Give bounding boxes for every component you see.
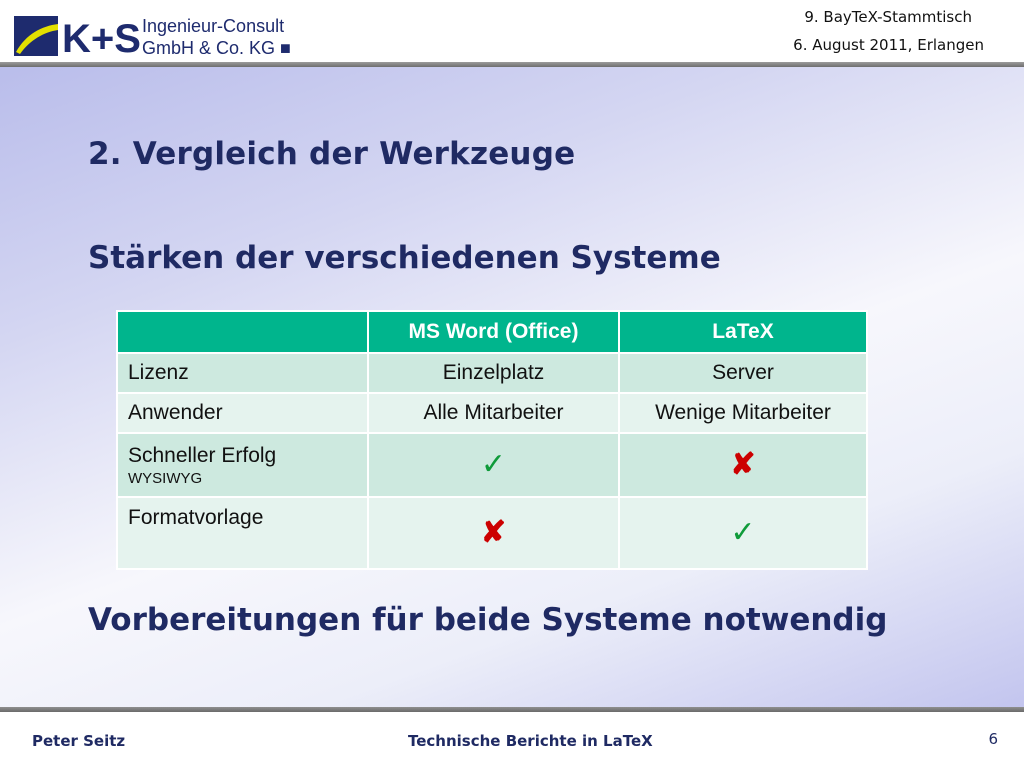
- table-row: [117, 497, 867, 569]
- comparison-table: [116, 310, 868, 570]
- logo-mark-text: K+S: [62, 17, 141, 60]
- table-header-empty: [117, 311, 368, 353]
- row-label: Schneller Erfolg: [128, 443, 277, 467]
- row-label: Lizenz: [117, 353, 368, 393]
- cross-icon: ✘: [480, 516, 507, 549]
- word-cell: [368, 497, 619, 569]
- slide-footer: [0, 712, 1024, 768]
- latex-cell: [619, 433, 867, 497]
- latex-cell: Server: [619, 353, 867, 393]
- event-date: 6. August 2011, Erlangen: [793, 36, 984, 54]
- slide-header: [0, 0, 1024, 64]
- row-sublabel: WYSIWYG: [128, 469, 203, 487]
- cross-icon: ✘: [730, 448, 756, 481]
- table-header-row: [117, 311, 867, 353]
- event-title: 9. BayTeX-Stammtisch: [804, 8, 972, 26]
- table-row: [117, 353, 867, 393]
- logo-line1: Ingenieur-Consult: [142, 16, 285, 36]
- row-label: Formatvorlage: [117, 497, 368, 569]
- row-label: Anwender: [117, 393, 368, 433]
- latex-cell: [619, 497, 867, 569]
- table-header-word: MS Word (Office): [368, 311, 619, 353]
- row-label-cell: [117, 433, 368, 497]
- latex-cell: Wenige Mitarbeiter: [619, 393, 867, 433]
- table-row: [117, 433, 867, 497]
- table-header-latex: LaTeX: [619, 311, 867, 353]
- talk-title: Technische Berichte in LaTeX: [408, 732, 653, 750]
- header-divider: [0, 62, 1024, 67]
- subheading: Stärken der verschiedenen Systeme: [88, 240, 721, 276]
- presenter-name: Peter Seitz: [32, 732, 126, 750]
- company-logo: [14, 12, 294, 60]
- word-cell: [368, 433, 619, 497]
- page-number: 6: [988, 730, 998, 748]
- table-row: [117, 393, 867, 433]
- check-icon: ✓: [480, 448, 507, 481]
- word-cell: Einzelplatz: [368, 353, 619, 393]
- logo-line2: GmbH & Co. KG ■: [142, 38, 291, 58]
- section-heading: 2. Vergleich der Werkzeuge: [88, 136, 576, 172]
- closing-statement: Vorbereitungen für beide Systeme notwendig: [88, 602, 888, 638]
- word-cell: Alle Mitarbeiter: [368, 393, 619, 433]
- check-icon: ✓: [730, 516, 756, 549]
